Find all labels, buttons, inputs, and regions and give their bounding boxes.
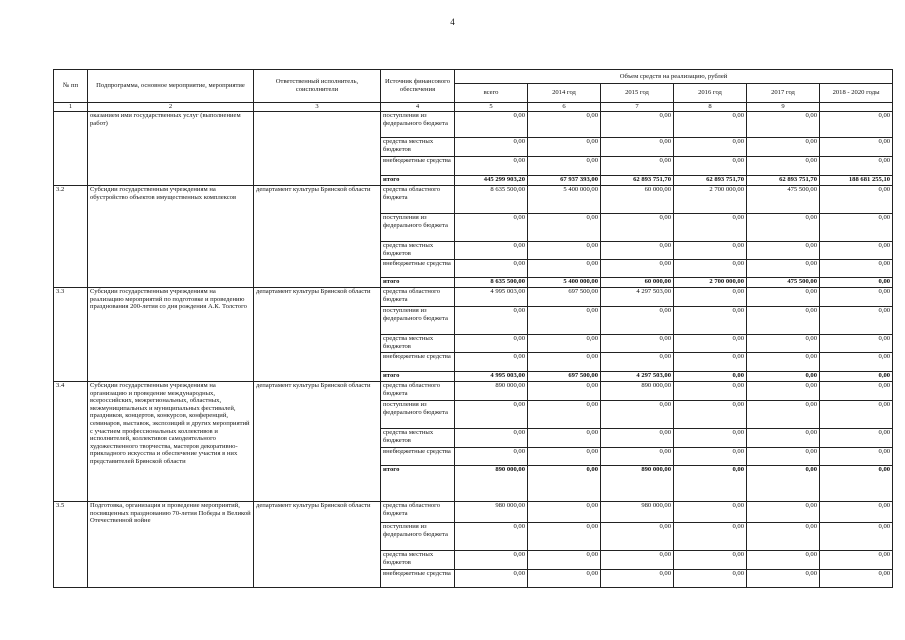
amount-cell: 0,00: [674, 138, 747, 157]
amount-cell: 0,00: [820, 382, 893, 401]
amount-cell: 0,00: [601, 353, 674, 372]
column-number: 6: [528, 103, 601, 112]
table-row: [54, 112, 893, 138]
amount-cell: 67 937 393,00: [528, 176, 601, 186]
amount-cell: 0,00: [601, 401, 674, 429]
financing-table-wrapper: [53, 69, 892, 588]
column-number: 3: [254, 103, 381, 112]
item-executor: департамент культуры Брянской области: [254, 186, 381, 288]
amount-cell: 0,00: [455, 214, 528, 242]
amount-cell: 4 995 003,00: [455, 372, 528, 382]
amount-cell: 475 500,00: [747, 278, 820, 288]
amount-cell: 0,00: [674, 288, 747, 307]
funding-source: средства местных бюджетов: [381, 429, 455, 448]
amount-cell: 0,00: [747, 382, 820, 401]
amount-cell: 0,00: [674, 502, 747, 523]
amount-cell: 0,00: [674, 382, 747, 401]
financing-table: [53, 69, 893, 588]
amount-cell: 0,00: [747, 570, 820, 588]
amount-cell: 0,00: [455, 307, 528, 335]
amount-cell: 0,00: [747, 307, 820, 335]
item-name: Субсидии государственным учреждениям на организацию и проведение международных, всероссийских, межрегиональных, областных, межмуниципальных и муниципальных фестивалей, праздников, концертов, конкурсов, конференций, семинаров, выставок, экспозиций и других мероприятий с участием профессиональных коллективов и исполнителей, коллективов самодеятельного художественного творчества, мастеров декоративно-прикладного искусства и обеспечение участия в них представителей Брянской области: [88, 382, 254, 502]
amount-cell: 0,00: [747, 466, 820, 502]
amount-cell: 0,00: [528, 260, 601, 278]
amount-cell: 0,00: [820, 112, 893, 138]
funding-source: поступления из федерального бюджета: [381, 112, 455, 138]
table-header: [54, 70, 893, 112]
header-2017: 2017 год: [747, 84, 820, 103]
amount-cell: 0,00: [674, 466, 747, 502]
amount-cell: 0,00: [747, 288, 820, 307]
amount-cell: 0,00: [601, 429, 674, 448]
amount-cell: 0,00: [455, 570, 528, 588]
amount-cell: 0,00: [601, 138, 674, 157]
funding-source: средства местных бюджетов: [381, 138, 455, 157]
item-number: 3.4: [54, 382, 88, 502]
funding-source: внебюджетные средства: [381, 353, 455, 372]
page-number: 4: [450, 17, 455, 27]
amount-cell: 0,00: [674, 307, 747, 335]
amount-cell: 0,00: [747, 502, 820, 523]
header-total: всего: [455, 84, 528, 103]
amount-cell: 0,00: [820, 401, 893, 429]
amount-cell: 0,00: [674, 523, 747, 551]
amount-cell: 0,00: [674, 570, 747, 588]
amount-cell: 890 000,00: [601, 466, 674, 502]
funding-source: внебюджетные средства: [381, 157, 455, 176]
amount-cell: 0,00: [820, 157, 893, 176]
table-body: [54, 112, 893, 588]
amount-cell: 0,00: [820, 214, 893, 242]
amount-cell: 0,00: [601, 157, 674, 176]
amount-cell: 0,00: [674, 429, 747, 448]
amount-cell: 0,00: [820, 335, 893, 353]
item-number: 3.2: [54, 186, 88, 288]
amount-cell: 0,00: [747, 214, 820, 242]
amount-cell: 0,00: [601, 260, 674, 278]
amount-cell: 0,00: [747, 401, 820, 429]
header-source: Источник финансового обеспечения: [381, 70, 455, 103]
amount-cell: 0,00: [674, 335, 747, 353]
amount-cell: 0,00: [674, 551, 747, 570]
funding-source: внебюджетные средства: [381, 448, 455, 466]
amount-cell: 0,00: [455, 112, 528, 138]
header-2014: 2014 год: [528, 84, 601, 103]
amount-cell: 0,00: [820, 307, 893, 335]
amount-cell: 980 000,00: [455, 502, 528, 523]
funding-source: внебюджетные средства: [381, 570, 455, 588]
item-executor: департамент культуры Брянской области: [254, 502, 381, 588]
amount-cell: 0,00: [601, 112, 674, 138]
funding-source: итого: [381, 176, 455, 186]
item-executor: департамент культуры Брянской области: [254, 288, 381, 382]
amount-cell: 0,00: [820, 502, 893, 523]
table-row: [54, 288, 893, 307]
header-executor: Ответственный исполнитель, соисполнители: [254, 70, 381, 103]
amount-cell: 0,00: [528, 570, 601, 588]
item-name: оказанием ими государственных услуг (выполнением работ): [88, 112, 254, 186]
amount-cell: 0,00: [820, 523, 893, 551]
amount-cell: 0,00: [601, 335, 674, 353]
amount-cell: 0,00: [528, 335, 601, 353]
header-program: Подпрограмма, основное мероприятие, мероприятие: [88, 70, 254, 103]
amount-cell: 0,00: [528, 401, 601, 429]
amount-cell: 0,00: [747, 335, 820, 353]
funding-source: средства областного бюджета: [381, 288, 455, 307]
amount-cell: 0,00: [820, 372, 893, 382]
amount-cell: 0,00: [747, 448, 820, 466]
amount-cell: 0,00: [747, 429, 820, 448]
amount-cell: 0,00: [455, 429, 528, 448]
header-no: № пп: [54, 70, 88, 103]
header-2015: 2015 год: [601, 84, 674, 103]
item-executor: департамент культуры Брянской области: [254, 382, 381, 502]
amount-cell: 4 297 503,00: [601, 288, 674, 307]
amount-cell: 0,00: [820, 429, 893, 448]
amount-cell: 5 400 000,00: [528, 186, 601, 214]
amount-cell: 0,00: [601, 307, 674, 335]
amount-cell: 0,00: [455, 551, 528, 570]
item-number: 3.5: [54, 502, 88, 588]
amount-cell: 0,00: [601, 242, 674, 260]
amount-cell: 0,00: [747, 523, 820, 551]
amount-cell: 0,00: [820, 353, 893, 372]
amount-cell: 0,00: [674, 242, 747, 260]
item-name: Субсидии государственным учреждениям на обустройство объектов имущественных комплексов: [88, 186, 254, 288]
header-2018-2020: 2018 - 2020 годы: [820, 84, 893, 103]
amount-cell: 0,00: [820, 138, 893, 157]
amount-cell: 697 500,00: [528, 288, 601, 307]
table-row: [54, 502, 893, 523]
amount-cell: 0,00: [455, 448, 528, 466]
funding-source: внебюджетные средства: [381, 260, 455, 278]
funding-source: средства областного бюджета: [381, 502, 455, 523]
amount-cell: 0,00: [820, 288, 893, 307]
amount-cell: 4 995 003,00: [455, 288, 528, 307]
amount-cell: 0,00: [674, 214, 747, 242]
amount-cell: 0,00: [747, 112, 820, 138]
funding-source: средства местных бюджетов: [381, 551, 455, 570]
amount-cell: 0,00: [747, 242, 820, 260]
item-executor: [254, 112, 381, 186]
amount-cell: 0,00: [455, 260, 528, 278]
amount-cell: 980 000,00: [601, 502, 674, 523]
amount-cell: 0,00: [674, 372, 747, 382]
amount-cell: 0,00: [747, 372, 820, 382]
header-volume: Объем средств на реализацию, рублей: [455, 70, 893, 84]
header-2016: 2016 год: [674, 84, 747, 103]
column-number: [820, 103, 893, 112]
table-row: [54, 186, 893, 214]
amount-cell: 0,00: [747, 353, 820, 372]
amount-cell: 445 299 903,20: [455, 176, 528, 186]
column-number: 2: [88, 103, 254, 112]
item-name: Подготовка, организация и проведение мероприятий, посвященных празднованию 70-летия Победы в Великой Отечественной войне: [88, 502, 254, 588]
table-row: [54, 382, 893, 401]
funding-source: средства местных бюджетов: [381, 335, 455, 353]
funding-source: итого: [381, 372, 455, 382]
item-number: 3.3: [54, 288, 88, 382]
amount-cell: 0,00: [528, 429, 601, 448]
funding-source: поступления из федерального бюджета: [381, 307, 455, 335]
funding-source: итого: [381, 278, 455, 288]
amount-cell: 0,00: [528, 523, 601, 551]
funding-source: поступления из федерального бюджета: [381, 401, 455, 429]
amount-cell: 0,00: [455, 138, 528, 157]
amount-cell: 62 893 751,70: [674, 176, 747, 186]
amount-cell: 0,00: [528, 242, 601, 260]
amount-cell: 2 700 000,00: [674, 186, 747, 214]
amount-cell: 0,00: [601, 523, 674, 551]
amount-cell: 0,00: [528, 353, 601, 372]
amount-cell: 697 500,00: [528, 372, 601, 382]
amount-cell: 0,00: [528, 157, 601, 176]
amount-cell: 0,00: [674, 157, 747, 176]
amount-cell: 0,00: [820, 448, 893, 466]
amount-cell: 62 893 751,70: [601, 176, 674, 186]
amount-cell: 0,00: [674, 353, 747, 372]
amount-cell: 890 000,00: [601, 382, 674, 401]
amount-cell: 2 700 000,00: [674, 278, 747, 288]
column-number: 9: [747, 103, 820, 112]
amount-cell: 62 893 751,70: [747, 176, 820, 186]
item-name: Субсидии государственным учреждениям на реализацию мероприятий по подготовке и проведению празднования 200-летия со дня рождения А.К. Толстого: [88, 288, 254, 382]
amount-cell: 475 500,00: [747, 186, 820, 214]
amount-cell: 0,00: [601, 551, 674, 570]
amount-cell: 0,00: [528, 382, 601, 401]
amount-cell: 0,00: [455, 353, 528, 372]
amount-cell: 4 297 503,00: [601, 372, 674, 382]
amount-cell: 0,00: [601, 448, 674, 466]
amount-cell: 0,00: [674, 401, 747, 429]
amount-cell: 0,00: [747, 138, 820, 157]
item-number: [54, 112, 88, 186]
funding-source: средства местных бюджетов: [381, 242, 455, 260]
amount-cell: 0,00: [674, 260, 747, 278]
amount-cell: 0,00: [820, 551, 893, 570]
amount-cell: 0,00: [747, 551, 820, 570]
amount-cell: 0,00: [820, 466, 893, 502]
amount-cell: 0,00: [601, 570, 674, 588]
amount-cell: 0,00: [528, 138, 601, 157]
amount-cell: 8 635 500,00: [455, 278, 528, 288]
amount-cell: 0,00: [528, 502, 601, 523]
column-number: 7: [601, 103, 674, 112]
amount-cell: 0,00: [528, 466, 601, 502]
amount-cell: 0,00: [820, 186, 893, 214]
amount-cell: 0,00: [674, 112, 747, 138]
column-number: 1: [54, 103, 88, 112]
column-number-row: [54, 103, 893, 112]
amount-cell: 60 000,00: [601, 278, 674, 288]
amount-cell: 890 000,00: [455, 466, 528, 502]
amount-cell: 0,00: [455, 523, 528, 551]
amount-cell: 0,00: [528, 448, 601, 466]
amount-cell: 8 635 500,00: [455, 186, 528, 214]
amount-cell: 0,00: [528, 112, 601, 138]
amount-cell: 0,00: [820, 260, 893, 278]
funding-source: итого: [381, 466, 455, 502]
funding-source: средства областного бюджета: [381, 186, 455, 214]
column-number: 4: [381, 103, 455, 112]
amount-cell: 0,00: [747, 157, 820, 176]
amount-cell: 0,00: [528, 551, 601, 570]
amount-cell: 188 681 255,10: [820, 176, 893, 186]
column-number: 8: [674, 103, 747, 112]
amount-cell: 0,00: [747, 260, 820, 278]
amount-cell: 0,00: [455, 157, 528, 176]
funding-source: средства областного бюджета: [381, 382, 455, 401]
funding-source: поступления из федерального бюджета: [381, 523, 455, 551]
amount-cell: 0,00: [820, 570, 893, 588]
amount-cell: 5 400 000,00: [528, 278, 601, 288]
amount-cell: 0,00: [674, 448, 747, 466]
amount-cell: 0,00: [455, 401, 528, 429]
amount-cell: 0,00: [601, 214, 674, 242]
funding-source: поступления из федерального бюджета: [381, 214, 455, 242]
amount-cell: 60 000,00: [601, 186, 674, 214]
column-number: 5: [455, 103, 528, 112]
amount-cell: 0,00: [528, 307, 601, 335]
amount-cell: 0,00: [528, 214, 601, 242]
amount-cell: 890 000,00: [455, 382, 528, 401]
amount-cell: 0,00: [820, 278, 893, 288]
amount-cell: 0,00: [455, 242, 528, 260]
amount-cell: 0,00: [455, 335, 528, 353]
amount-cell: 0,00: [820, 242, 893, 260]
